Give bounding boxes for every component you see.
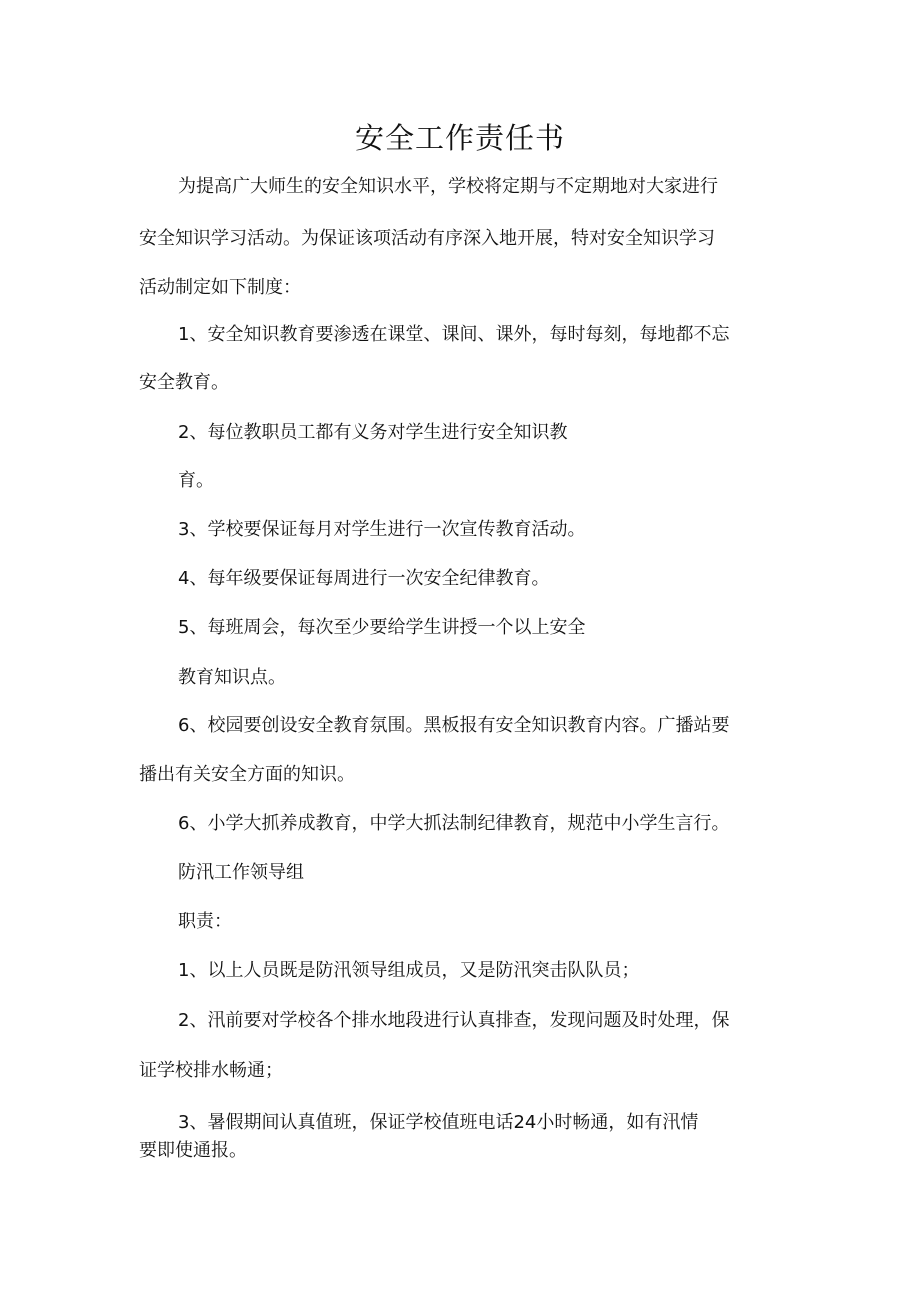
paragraph-line: 育。: [178, 470, 214, 491]
paragraph-line: 为提高广大师生的安全知识水平，学校将定期与不定期地对大家进行: [178, 176, 718, 197]
paragraph-line: 6、校园要创设安全教育氛围。黑板报有安全知识教育内容。广播站要: [178, 715, 730, 736]
paragraph-line: 2、每位教职员工都有义务对学生进行安全知识教: [178, 422, 568, 443]
paragraph-line: 安全知识学习活动。为保证该项活动有序深入地开展，特对安全知识学习: [139, 228, 715, 249]
section-heading: 防汛工作领导组: [178, 862, 304, 883]
document-title: 安全工作责任书: [354, 121, 565, 155]
paragraph-line: 1、以上人员既是防汛领导组成员，又是防汛突击队队员；: [178, 960, 640, 981]
paragraph-line: 4、每年级要保证每周进行一次安全纪律教育。: [178, 568, 550, 589]
paragraph-line: 5、每班周会，每次至少要给学生讲授一个以上安全: [178, 617, 586, 638]
paragraph-line: 3、学校要保证每月对学生进行一次宣传教育活动。: [178, 519, 586, 540]
paragraph-line: 播出有关安全方面的知识。: [139, 764, 355, 785]
paragraph-line: 活动制定如下制度：: [139, 277, 301, 298]
paragraph-line: 安全教育。: [139, 372, 229, 393]
paragraph-line: 1、安全知识教育要渗透在课堂、课间、课外，每时每刻，每地都不忘: [178, 324, 730, 345]
section-label: 职责：: [178, 911, 232, 932]
paragraph-line: 教育知识点。: [178, 667, 286, 688]
paragraph-line: 2、汛前要对学校各个排水地段进行认真排查，发现问题及时处理，保: [178, 1010, 730, 1031]
paragraph-line: 6、小学大抓养成教育，中学大抓法制纪律教育，规范中小学生言行。: [178, 813, 730, 834]
paragraph-line: 证学校排水畅通；: [139, 1060, 283, 1081]
paragraph-line: 3、暑假期间认真值班，保证学校值班电话24小时畅通，如有汛情: [178, 1112, 699, 1133]
paragraph-line: 要即使通报。: [139, 1140, 247, 1161]
